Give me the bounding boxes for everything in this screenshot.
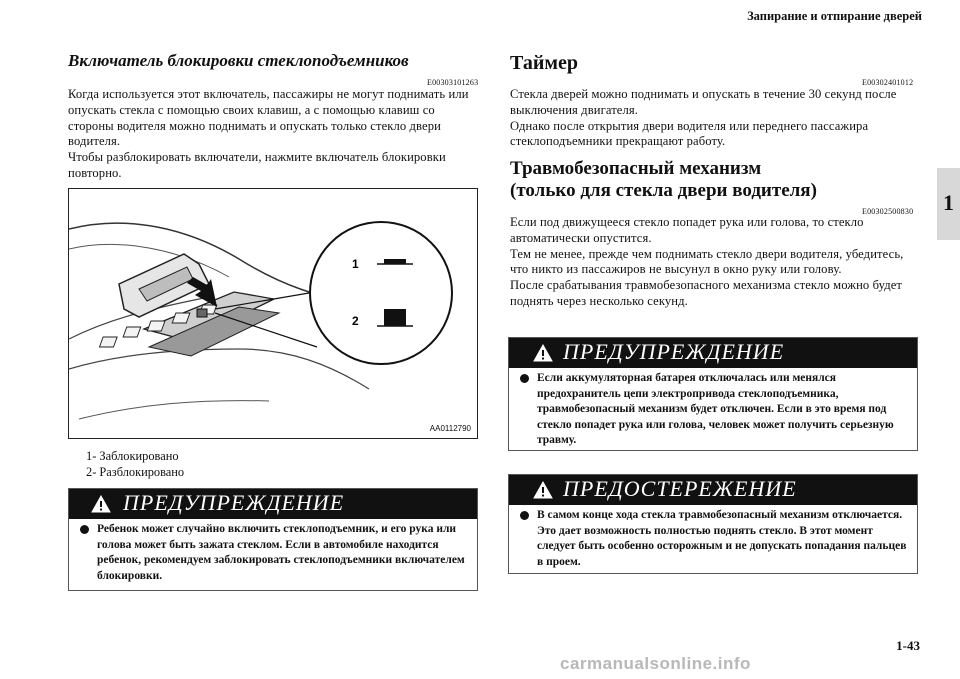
- legend-item-2: 2- Разблокировано: [86, 465, 185, 479]
- caution-text: В самом конце хода стекла травмобезопасный механизм отключается. Это дает возможность полностью поднять стекло. В этот момент следует быть особенно осторожным и не допускать попадания пальцев в проем.: [537, 509, 907, 568]
- warning-title-bar: [509, 338, 917, 368]
- lock-switch-shape: [197, 309, 207, 317]
- paragraph: Тем не менее, прежде чем поднимать стекло двери водителя, убедитесь, что никто из пассажиров не высунул в окно руку или голову.: [510, 246, 904, 277]
- lock-switch-code: E00303101263: [427, 78, 479, 87]
- figure-legend: [86, 448, 184, 480]
- lock-switch-body: [68, 87, 480, 182]
- paragraph: Чтобы разблокировать включатели, нажмите включатель блокировки повторно.: [68, 150, 446, 180]
- timer-code: E00302401012: [862, 78, 914, 87]
- legend-item-1: 1- Заблокировано: [86, 449, 179, 463]
- bullet-icon: [520, 374, 529, 383]
- warning-triangle-icon: [533, 344, 553, 362]
- safety-heading-line-2: (только для стекла двери водителя): [510, 180, 817, 201]
- callout-2: 2: [352, 314, 359, 328]
- callout-1: 1: [352, 257, 359, 271]
- window-lock-illustration: [68, 188, 478, 439]
- warning-triangle-icon: [533, 481, 553, 499]
- figure-code: AA0112790: [429, 424, 471, 433]
- warning-body: [69, 519, 477, 589]
- safety-code: E00302500830: [862, 207, 914, 216]
- lock-switch-heading: Включатель блокировки стеклоподъемников: [68, 51, 409, 70]
- warning-body: [509, 368, 917, 454]
- warning-title: ПРЕДУПРЕЖДЕНИЕ: [123, 490, 345, 515]
- paragraph: Стекла дверей можно поднимать и опускать в течение 30 секунд после выключения двигателя.: [510, 87, 897, 117]
- warning-title: ПРЕДУПРЕЖДЕНИЕ: [563, 339, 785, 364]
- left-warning-box: [68, 488, 478, 591]
- warning-text: Если аккумуляторная батарея отключалась или менялся предохранитель цепи электропривода стеклоподъемника, травмобезопасный механизм будет отключен. Если в это время под стекло попадет рука или голова, человек может получить серьезную травму.: [537, 372, 894, 446]
- watermark: carmanualsonline.info: [560, 654, 751, 673]
- warning-triangle-icon: [91, 495, 111, 513]
- safety-heading: [510, 158, 817, 202]
- bullet-icon: [80, 525, 89, 534]
- paragraph: После срабатывания травмобезопасного механизма стекло можно будет поднять через несколько секунд.: [510, 278, 903, 308]
- bullet-icon: [520, 511, 529, 520]
- right-warning-box: [508, 337, 918, 451]
- caution-body: [509, 505, 917, 575]
- timer-body: [510, 87, 922, 150]
- paragraph: Когда используется этот включатель, пассажиры не могут поднимать или опускать стекла с помощью своих клавиш, а с помощью клавиш со стороны водителя можно поднимать и опускать только стекло двери водителя.: [68, 87, 469, 149]
- timer-heading: Таймер: [510, 52, 578, 74]
- running-header: Запирание и отпирание дверей: [747, 9, 922, 23]
- warning-text: Ребенок может случайно включить стеклоподъемник, и его рука или голова может быть зажата стеклом. Если в автомобиле находится ребенок, рекомендуем заблокировать стеклоподъемники включателем блокировки.: [97, 523, 465, 582]
- paragraph: Однако после открытия двери водителя или переднего пассажира стеклоподъемники прекращают работу.: [510, 118, 869, 149]
- chapter-tab: [937, 168, 960, 240]
- chapter-number: 1: [943, 190, 954, 215]
- paragraph: Если под движущееся стекло попадет рука или голова, то стекло автоматически опустится.: [510, 215, 864, 245]
- safety-body: [510, 215, 922, 310]
- caution-title-bar: [509, 475, 917, 505]
- right-caution-box: [508, 474, 918, 574]
- door-panel-drawing: [69, 189, 477, 438]
- warning-title-bar: [69, 489, 477, 519]
- page-number: 1-43: [896, 638, 920, 653]
- caution-title: ПРЕДОСТЕРЕЖЕНИЕ: [563, 476, 797, 501]
- safety-heading-line-1: Травмобезопасный механизм: [510, 158, 762, 179]
